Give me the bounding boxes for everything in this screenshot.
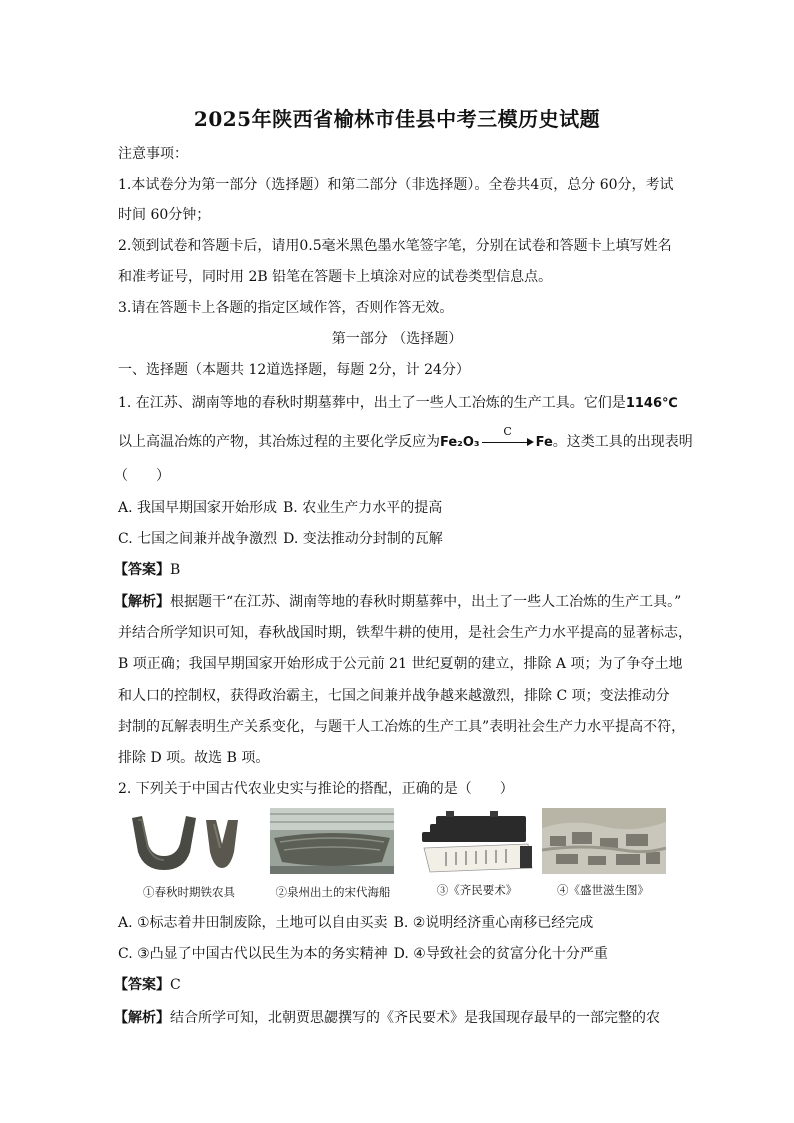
notice-heading: 注意事项： (118, 146, 188, 162)
q1-stem-line2 (118, 425, 693, 453)
figure-shengshi-zisheng-tu (542, 808, 666, 878)
q1-analysis-line6: 排除 D 项。故选 B 项。 (118, 750, 270, 766)
q1-option-c: C. 七国之间兼并战争激烈 (118, 531, 278, 547)
q1-answer-paren: （ ） (114, 468, 170, 484)
q1-stem-text: 1. 在江苏、湖南等地的春秋时期墓葬中，出土了一些人工冶炼的生产工具。它们是 (118, 395, 626, 411)
q2-option-c: C. ③凸显了中国古代以民生为本的务实精神 (118, 946, 388, 962)
reaction-condition: C (503, 425, 512, 438)
figure-qimin-yaoshu (416, 808, 538, 882)
q1-analysis-line5: 封制的瓦解表明生产关系变化，与题干人工冶炼的生产工具”表明社会生产力水平提高不符， (118, 719, 686, 735)
answer-label: 【答案】 (114, 977, 170, 993)
q2-options-row1 (118, 913, 593, 933)
q2-answer-value: C (170, 977, 181, 993)
notice-item-2a: 2.领到试卷和答题卡后，请用0.5毫米黑色墨水笔签字笔，分别在试卷和答题卡上填写姓名 (118, 238, 672, 254)
q1-options-row1 (118, 498, 442, 518)
q1-stem-end: 。这类工具的出现表明 (552, 434, 693, 450)
shengshi-painting-image (542, 808, 666, 874)
q2-analysis-line1 (114, 1008, 660, 1028)
figure-song-ship (270, 808, 394, 878)
formula-reactant: Fe₂O₃ (440, 435, 480, 450)
q1-stem-line1 (118, 393, 678, 414)
analysis-label: 【解析】 (114, 594, 170, 610)
q1-analysis-line4: 和人口的控制权，获得政治霸主，七国之间兼并战争越来越激烈，排除 C 项；变法推动分 (118, 688, 670, 704)
q1-analysis-text1: 根据题干“在江苏、湖南等地的春秋时期墓葬中，出土了一些人工冶炼的生产工具。” (170, 594, 682, 610)
notice-item-2b: 和准考证号，同时用 2B 铅笔在答题卡上填涂对应的试卷类型信息点。 (118, 269, 553, 285)
q2-options-row2 (118, 944, 608, 964)
page-title: 2025年陕西省榆林市佳县中考三模历史试题 (193, 107, 601, 131)
q1-options-row2 (118, 529, 443, 549)
q2-analysis-text1: 结合所学可知，北朝贾思勰撰写的《齐民要术》是我国现存最早的一部完整的农 (170, 1010, 660, 1026)
q1-option-a: A. 我国早期国家开始形成 (118, 500, 278, 516)
iron-tools-image (124, 808, 254, 874)
q1-option-d: D. 变法推动分封制的瓦解 (283, 531, 443, 547)
q1-stem-text2: 以上高温冶炼的产物，其冶炼过程的主要化学反应为 (118, 434, 440, 450)
reaction-arrow-icon (482, 425, 534, 449)
section1-heading: 一、选择题（本题共 12道选择题，每题 2分，计 24分） (118, 362, 470, 378)
caption-3: ③《齐民要术》 (436, 883, 518, 897)
notice-item-1a: 1.本试卷分为第一部分（选择题）和第二部分（非选择题）。全卷共4页，总分 60分，考试 (118, 177, 674, 193)
q1-answer (114, 560, 180, 580)
q1-answer-value: B (170, 562, 181, 578)
q1-analysis-line2: 并结合所学知识可知，春秋战国时期，铁犁牛耕的使用，是社会生产力水平提高的显著标志， (118, 625, 692, 641)
answer-label: 【答案】 (114, 562, 170, 578)
notice-item-1b: 时间 60分钟； (118, 207, 211, 223)
q1-analysis-line1 (114, 592, 681, 612)
notice-item-3: 3.请在答题卡上各题的指定区域作答，否则作答无效。 (118, 300, 454, 316)
caption-4: ④《盛世滋生图》 (557, 883, 649, 897)
q2-stem: 2. 下列关于中国古代农业史实与推论的搭配，正确的是（ ） (118, 781, 514, 797)
analysis-label: 【解析】 (114, 1010, 170, 1026)
caption-1: ①春秋时期铁农具 (143, 885, 235, 899)
q2-option-b: B. ②说明经济重心南移已经完成 (393, 915, 594, 931)
q2-option-d: D. ④导致社会的贫富分化十分严重 (393, 946, 608, 962)
caption-2: ②泉州出土的宋代海船 (275, 885, 391, 899)
figure-iron-tools (124, 808, 254, 878)
q2-option-a: A. ①标志着井田制废除，土地可以自由买卖 (118, 915, 388, 931)
part1-heading: 第一部分 （选择题） (331, 331, 463, 347)
q2-answer (114, 975, 181, 995)
formula-product: Fe (535, 435, 553, 450)
q1-option-b: B. 农业生产力水平的提高 (283, 500, 443, 516)
q1-analysis-line3: B 项正确；我国早期国家开始形成于公元前 21 世纪夏朝的建立，排除 A 项；为了争夺土地 (118, 656, 683, 672)
song-ship-image (270, 808, 394, 874)
qimin-yaoshu-image (416, 808, 538, 878)
q2-figures (118, 808, 678, 906)
q1-temperature: 1146℃ (625, 396, 678, 411)
